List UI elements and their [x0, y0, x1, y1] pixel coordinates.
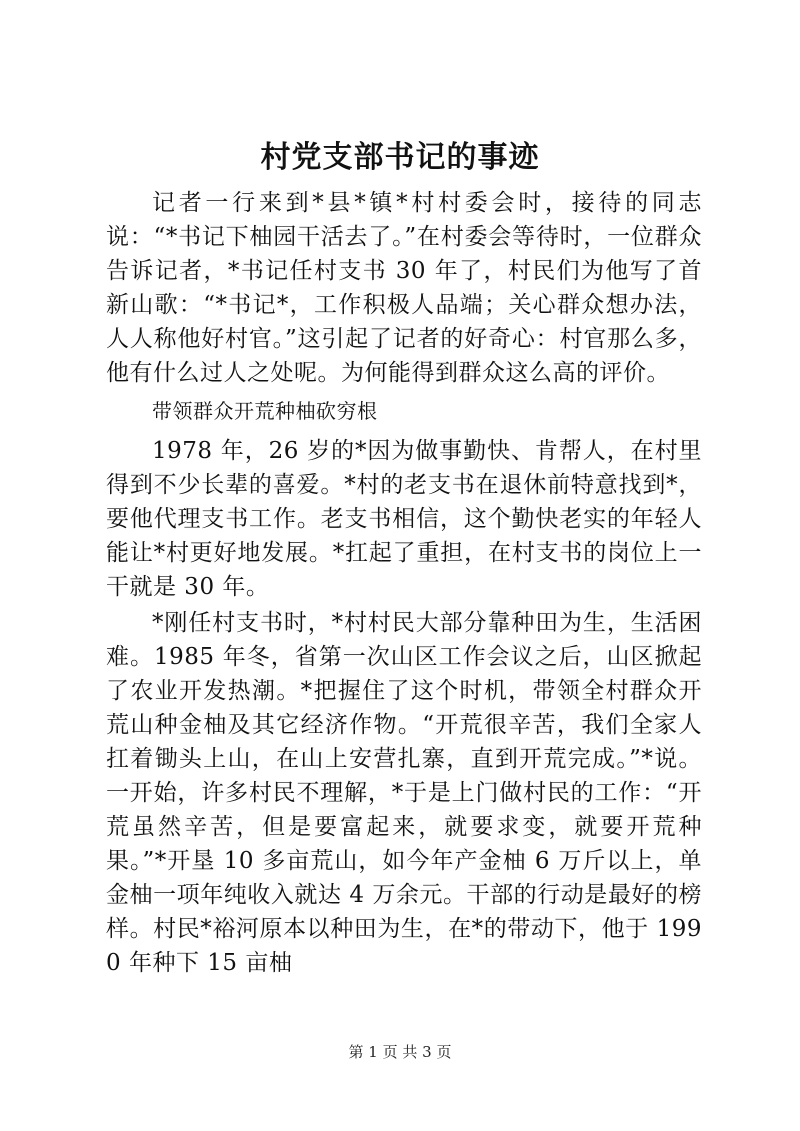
page-number-footer: 第 1 页 共 3 页	[348, 1043, 452, 1061]
section-heading: 带领群众开荒种柚砍穷根	[152, 399, 378, 423]
paragraph-1985: *刚任村支书时，*村村民大部分靠种田为生，生活困难。1985 年冬，省第一次山区工作会议之后，山区掀起了农业开发热潮。*把握住了这个时机，带领全村群众开荒山种金柚及其它经济作物。“开荒很辛苦，我们全家人扛着锄头上山，在山上安营扎寨，直到开荒完成。”*说。一开始，许多村民不理解，*于是上门做村民的工作：“开荒虽然辛苦，但是要富起来，就要求变，就要开荒种果。”*开垦 10 多亩荒山，如今年产金柚 6 万斤以上，单金柚一项年纯收入就达 4 万余元。干部的行动是最好的榜样。村民*裕河原本以种田为生，在*的带动下，他于 1990 年种下 15 亩柚	[106, 610, 702, 976]
document-title: 村党支部书记的事迹	[260, 140, 540, 175]
paragraph-1978: 1978 年，26 岁的*因为做事勤快、肯帮人，在村里得到不少长辈的喜爱。*村的老支书在退休前特意找到*，要他代理支书工作。老支书相信，这个勤快老实的年轻人能让*村更好地发展。*扛起了重担，在村支书的岗位上一干就是 30 年。	[106, 438, 702, 600]
paragraph-intro: 记者一行来到*县*镇*村村委会时，接待的同志说：“*书记下柚园干活去了。”在村委会等待时，一位群众告诉记者，*书记任村支书 30 年了，村民们为他写了首新山歌：“*书记*，工作积极人品端；关心群众想办法，人人称他好村官。”这引起了记者的好奇心：村官那么多，他有什么过人之处呢。为何能得到群众这么高的评价。	[106, 190, 702, 386]
document-body	[106, 186, 702, 980]
